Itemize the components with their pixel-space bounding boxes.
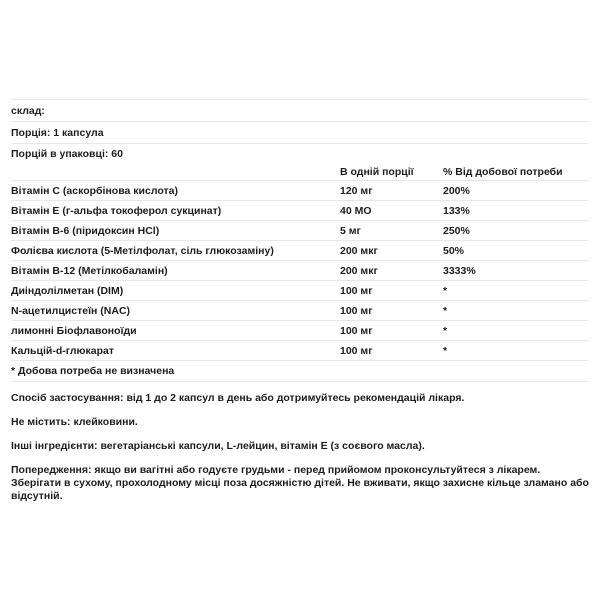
ingredient-name: Вітамін E (г-альфа токоферол сукцинат) (11, 204, 222, 217)
other-ingredients-text: Інші інгредієнти: вегетаріанські капсули, L-лейцин, вітамін E (з соєвого масла). (11, 440, 425, 452)
ingredient-amount: 100 мг (340, 324, 373, 337)
table-row (11, 261, 589, 281)
daily-value-footnote: * Добова потреба не визначена (11, 365, 175, 377)
ingredient-amount: 120 мг (340, 184, 373, 197)
ingredient-name: N-ацетилцистеїн (NAC) (11, 304, 131, 317)
label-paragraphs (11, 382, 589, 503)
ingredient-name: Кальцій-d-глюкарат (11, 344, 114, 357)
table-row (11, 181, 589, 201)
directions-text: Спосіб застосування: від 1 до 2 капсул в день або дотримуйтесь рекомендацій лікаря. (11, 392, 465, 404)
amount-column-header: В одній порції (340, 165, 414, 178)
ingredient-dv: * (443, 304, 448, 317)
ingredient-name: Вітамін B-6 (піридоксин HCl) (11, 224, 160, 237)
ingredient-name: Вітамін B-12 (Метілкобаламін) (11, 264, 168, 277)
ingredient-amount: 100 мг (340, 284, 373, 297)
ingredient-dv: * (443, 344, 448, 357)
free-of-text: Не містить: клейковини. (11, 416, 138, 428)
table-row (11, 221, 589, 241)
ingredient-name: лимонні Біофлавоноїди (11, 324, 137, 337)
ingredient-amount: 40 МО (340, 204, 372, 217)
ingredient-dv: * (443, 284, 448, 297)
ingredient-amount: 200 мкг (340, 264, 378, 277)
ingredient-name: Вітамін C (аскорбінова кислота) (11, 184, 178, 197)
serving-size-text: Порція: 1 капсула (11, 126, 104, 139)
ingredient-dv: 250% (443, 224, 470, 237)
ingredient-dv: 50% (443, 244, 465, 257)
ingredient-dv: 3333% (443, 264, 476, 277)
ingredient-amount: 200 мкг (340, 244, 378, 257)
ingredient-amount: 100 мг (340, 304, 373, 317)
composition-title-row (11, 99, 589, 122)
servings-per-container-row (11, 144, 589, 163)
daily-value-footnote-row (11, 361, 589, 382)
ingredient-dv: 200% (443, 184, 470, 197)
table-row (11, 281, 589, 301)
table-header-row (11, 163, 589, 181)
ingredient-name: Диіндолілметан (DIM) (11, 284, 124, 297)
table-row (11, 321, 589, 341)
ingredient-dv: 133% (443, 204, 470, 217)
daily-value-column-header: % Від добової потреби (443, 165, 563, 178)
warnings-text: Попередження: якщо ви вагітні або годуєте грудьми - перед прийомом проконсультуйтеся з лікарем. Зберігати в сухому, прохолодному місці поза досяжністю дітей. Не вживати, якщо захисне кільце зламано або відсутній. (11, 464, 589, 502)
ingredient-amount: 100 мг (340, 344, 373, 357)
table-row (11, 201, 589, 221)
table-row (11, 341, 589, 361)
composition-title: склад: (11, 104, 45, 117)
table-row (11, 241, 589, 261)
table-row (11, 301, 589, 321)
ingredient-dv: * (443, 324, 448, 337)
ingredient-name: Фолієва кислота (5-Метілфолат, сіль глюкозаміну) (11, 244, 274, 257)
serving-size-row (11, 122, 589, 144)
ingredient-amount: 5 мг (340, 224, 361, 237)
servings-per-container-text: Порцій в упаковці: 60 (11, 147, 123, 160)
